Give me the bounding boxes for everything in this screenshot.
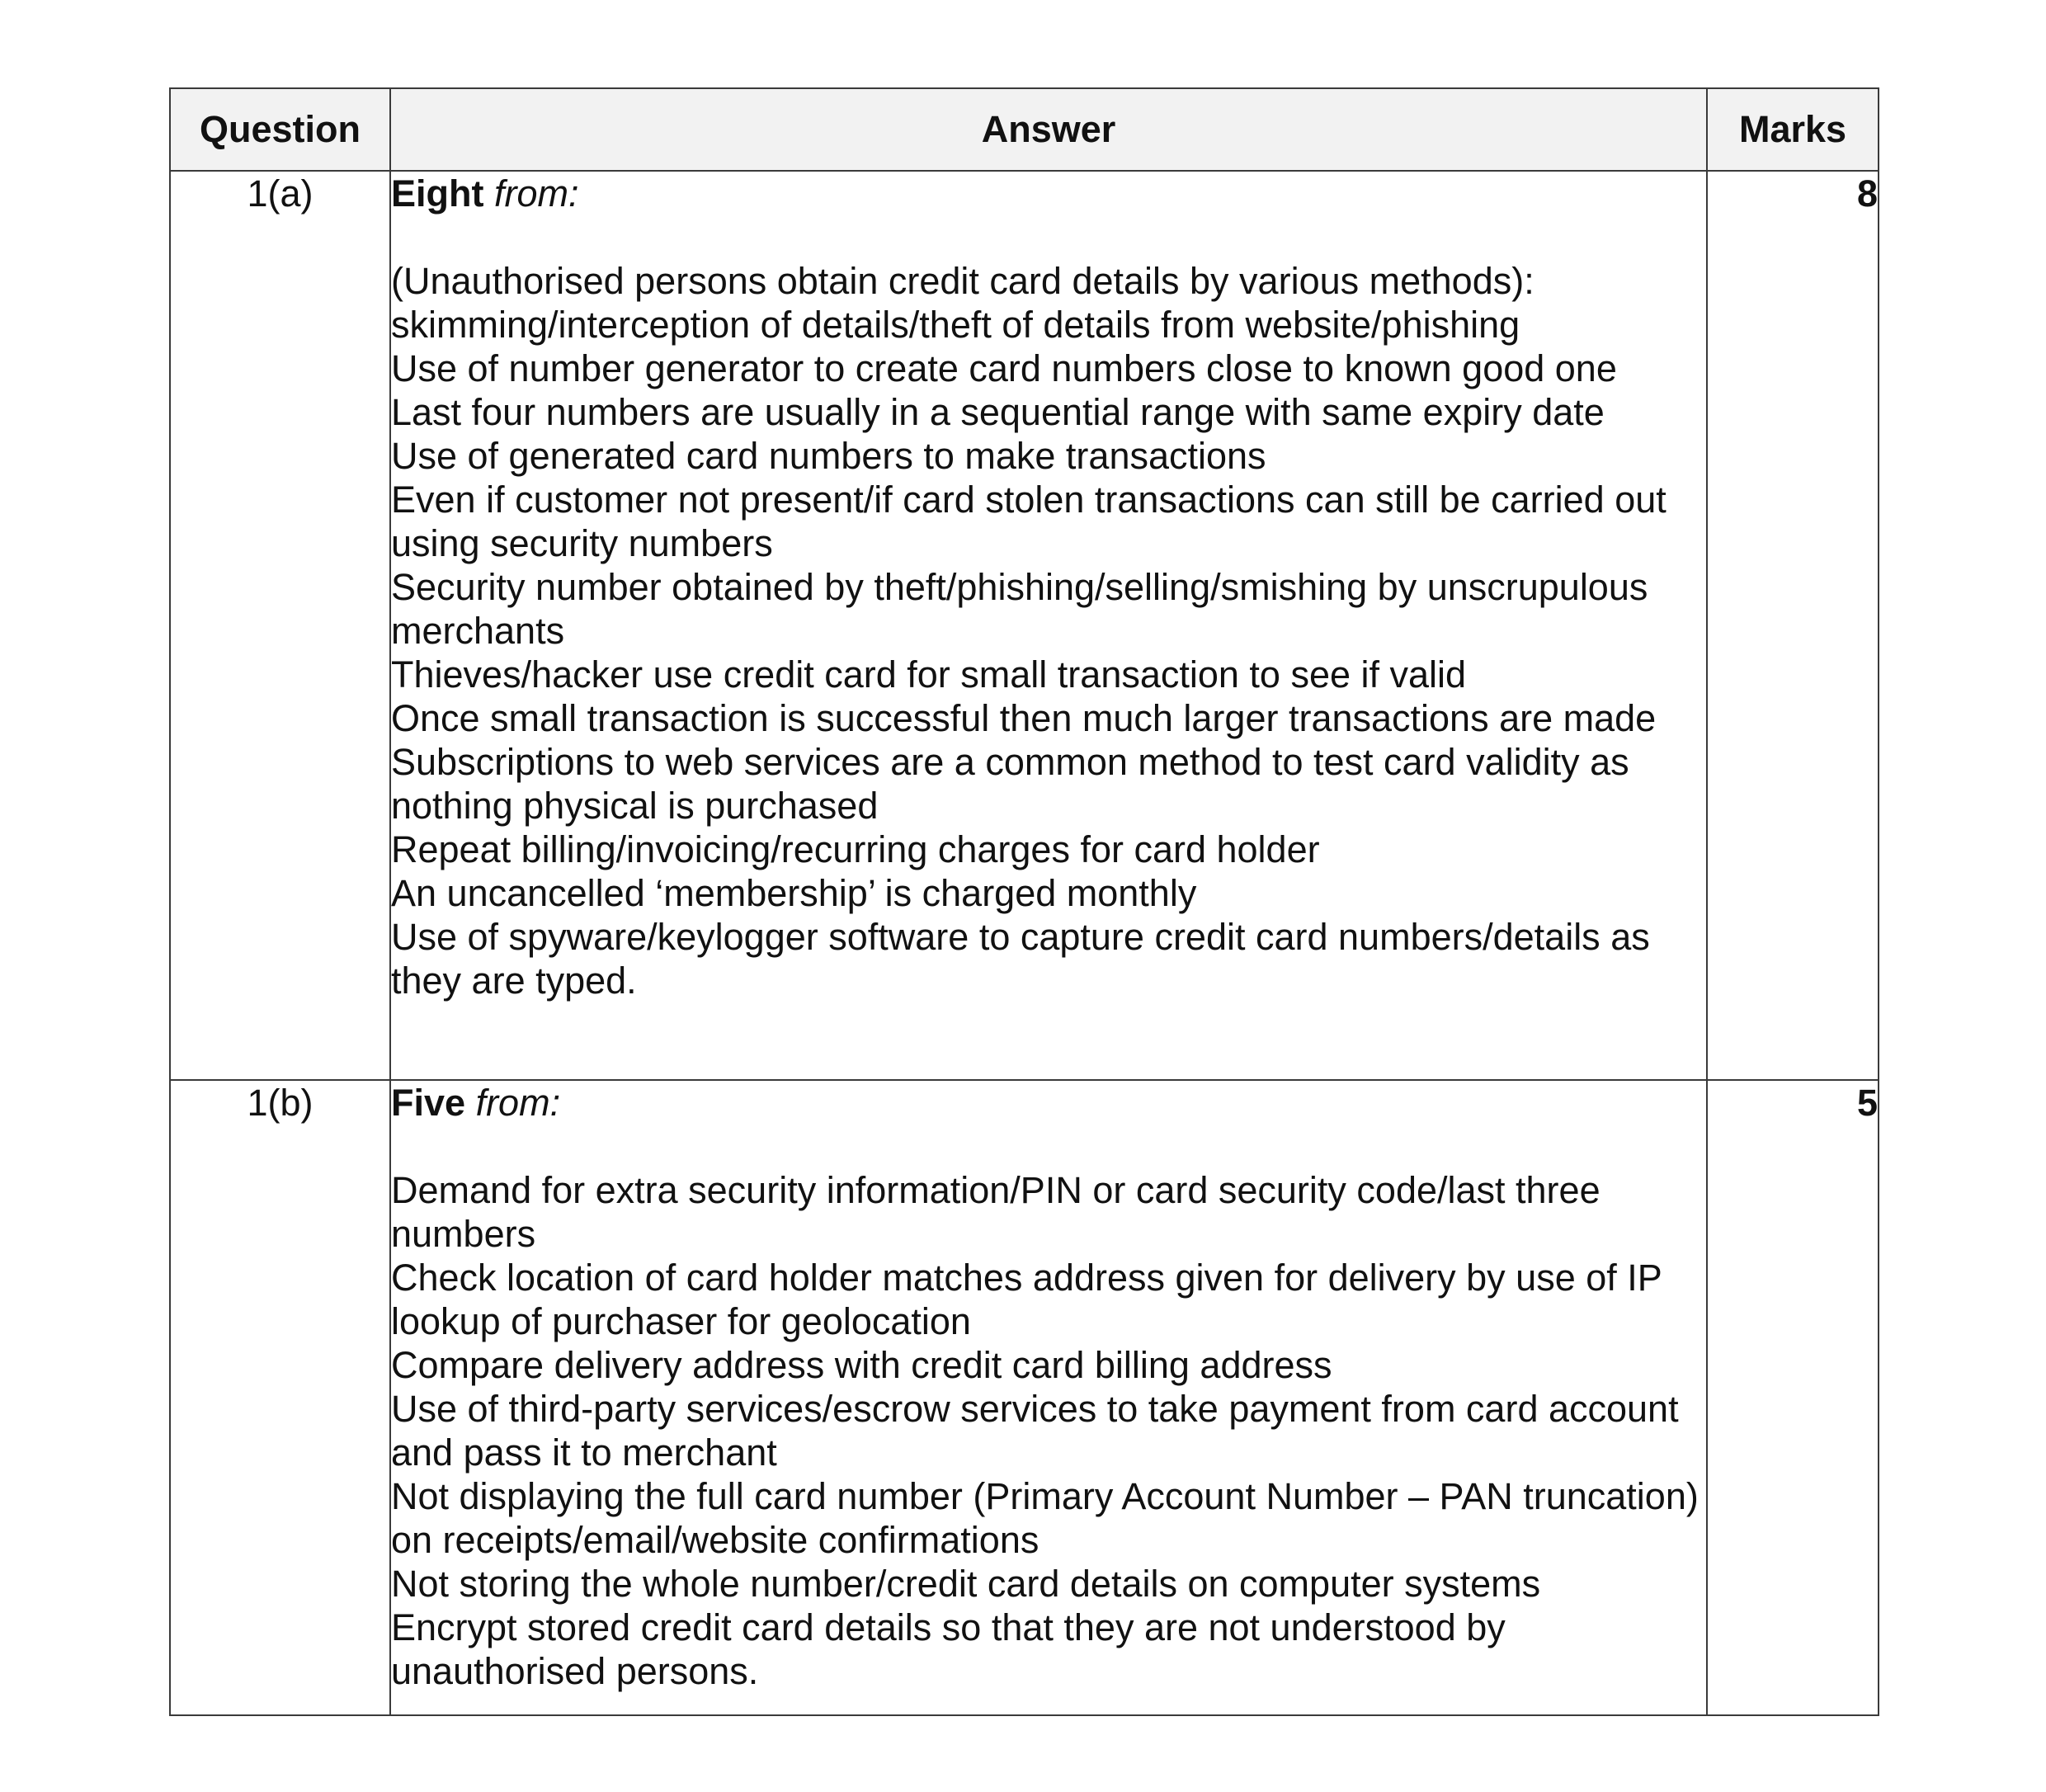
answer-point: Even if customer not present/if card stolen transactions can still be carried out using security numbers bbox=[391, 479, 1666, 564]
answer-point: skimming/interception of details/theft of details from website/phishing bbox=[391, 304, 1520, 346]
table-row bbox=[170, 171, 1879, 1080]
answer-intro bbox=[391, 172, 1706, 215]
answer-point: Use of number generator to create card numbers close to known good one bbox=[391, 347, 1617, 389]
marks-value: 8 bbox=[1707, 171, 1879, 1080]
header-answer: Answer bbox=[390, 88, 1707, 171]
answer-cell bbox=[390, 1080, 1707, 1715]
answer-intro bbox=[391, 1081, 1706, 1125]
header-marks: Marks bbox=[1707, 88, 1879, 171]
answer-point: Check location of card holder matches address given for delivery by use of IP lookup of purchaser for geolocation bbox=[391, 1257, 1662, 1342]
answer-point: Use of third-party services/escrow services to take payment from card account and pass it to merchant bbox=[391, 1388, 1679, 1474]
mark-scheme-table bbox=[169, 87, 1879, 1716]
marks-value: 5 bbox=[1707, 1080, 1879, 1715]
answer-cell bbox=[390, 171, 1707, 1080]
answer-point: Repeat billing/invoicing/recurring charges for card holder bbox=[391, 828, 1320, 870]
answer-point: (Unauthorised persons obtain credit card details by various methods): bbox=[391, 260, 1534, 302]
answer-point: An uncancelled ‘membership’ is charged monthly bbox=[391, 872, 1197, 914]
table-row bbox=[170, 1080, 1879, 1715]
header-row bbox=[170, 88, 1879, 171]
answer-point: Security number obtained by theft/phishing/selling/smishing by unscrupulous merchants bbox=[391, 566, 1648, 652]
answer-point: Thieves/hacker use credit card for small transaction to see if valid bbox=[391, 653, 1467, 696]
answer-point: Demand for extra security information/PIN or card security code/last three numbers bbox=[391, 1169, 1600, 1255]
answer-point: Compare delivery address with credit card billing address bbox=[391, 1344, 1332, 1386]
question-number: 1(b) bbox=[170, 1080, 390, 1715]
intro-from: from: bbox=[475, 1082, 561, 1124]
answer-point: Once small transaction is successful then much larger transactions are made bbox=[391, 697, 1657, 739]
intro-from: from: bbox=[494, 172, 579, 215]
answer-point: Use of spyware/keylogger software to capture credit card numbers/details as they are typed. bbox=[391, 916, 1650, 1002]
question-number: 1(a) bbox=[170, 171, 390, 1080]
intro-count: Eight bbox=[391, 172, 484, 215]
answer-point: Use of generated card numbers to make transactions bbox=[391, 435, 1266, 477]
answer-point: Subscriptions to web services are a common method to test card validity as nothing physical is purchased bbox=[391, 741, 1629, 827]
intro-count: Five bbox=[391, 1082, 466, 1124]
answer-point: Last four numbers are usually in a sequential range with same expiry date bbox=[391, 391, 1605, 433]
answer-point: Encrypt stored credit card details so that they are not understood by unauthorised persons. bbox=[391, 1606, 1506, 1692]
answer-point: Not storing the whole number/credit card details on computer systems bbox=[391, 1563, 1541, 1605]
header-question: Question bbox=[170, 88, 390, 171]
answer-point: Not displaying the full card number (Primary Account Number – PAN truncation) on receipts/email/website confirmations bbox=[391, 1475, 1699, 1561]
